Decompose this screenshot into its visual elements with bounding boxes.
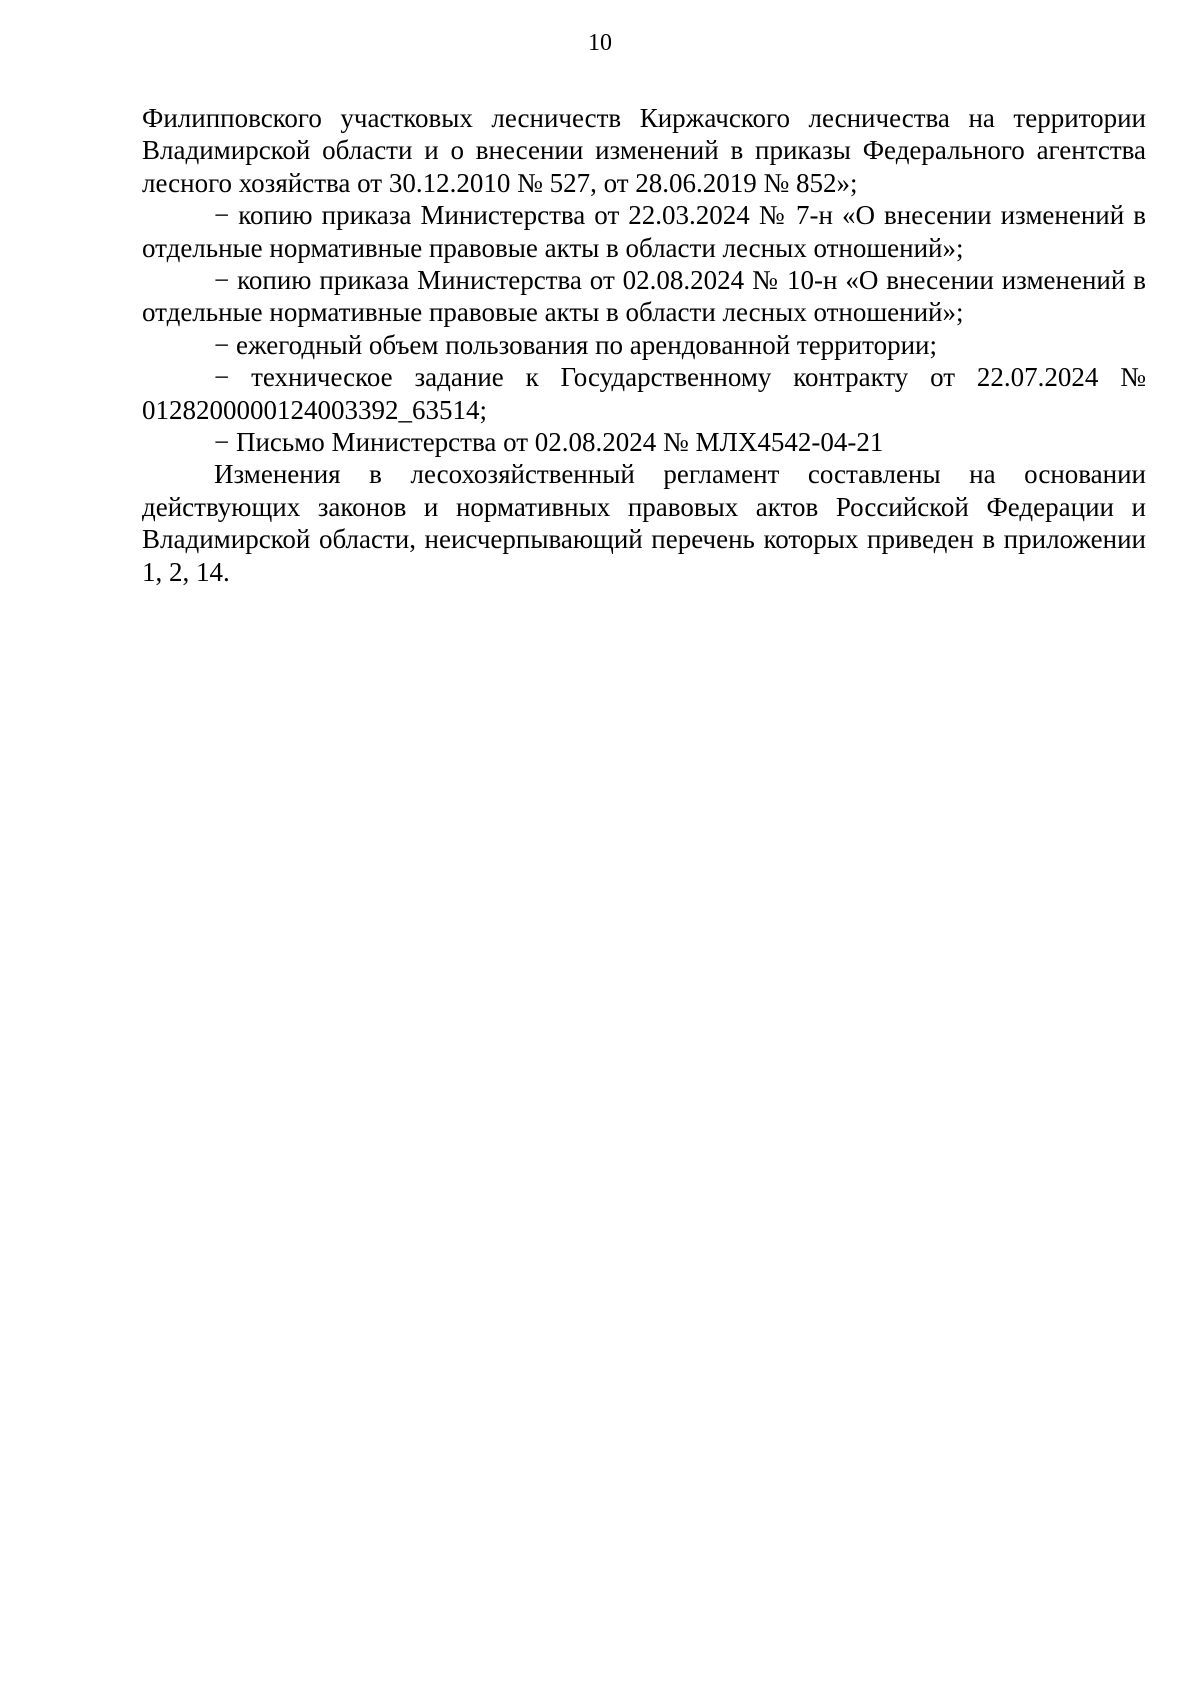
list-item-order-7n: − копию приказа Министерства от 22.03.2024 № 7-н «О внесении изменений в отдельные нормативные правовые акты в области лесных отношений»; — [142, 200, 1146, 263]
paragraph-regulation-changes: Изменения в лесохозяйственный регламент составлены на основании действующих законов и нормативных правовых актов Российской Федерации и Владимирской области, неисчерпывающий перечень которых приведен в приложении 1, 2, 14. — [142, 459, 1146, 587]
list-item-technical-task: − техническое задание к Государственному контракту от 22.07.2024 № 0128200000124003392_63514; — [142, 362, 1146, 425]
page-number: 10 — [588, 30, 612, 56]
paragraph-continuation: Филипповского участковых лесничеств Киржачского лесничества на территории Владимирской области и о внесении изменений в приказы Федерального агентства лесного хозяйства от 30.12.2010 № 527, от 28.06.2019 № 852»; — [142, 103, 1146, 198]
document-body — [142, 102, 1146, 588]
list-item-annual-volume: − ежегодный объем пользования по арендованной территории; — [214, 329, 937, 360]
list-item-ministry-letter: − Письмо Министерства от 02.08.2024 № МЛХ4542-04-21 — [214, 427, 884, 458]
list-item-order-10n: − копию приказа Министерства от 02.08.2024 № 10-н «О внесении изменений в отдельные нормативные правовые акты в области лесных отношений»; — [142, 265, 1146, 328]
